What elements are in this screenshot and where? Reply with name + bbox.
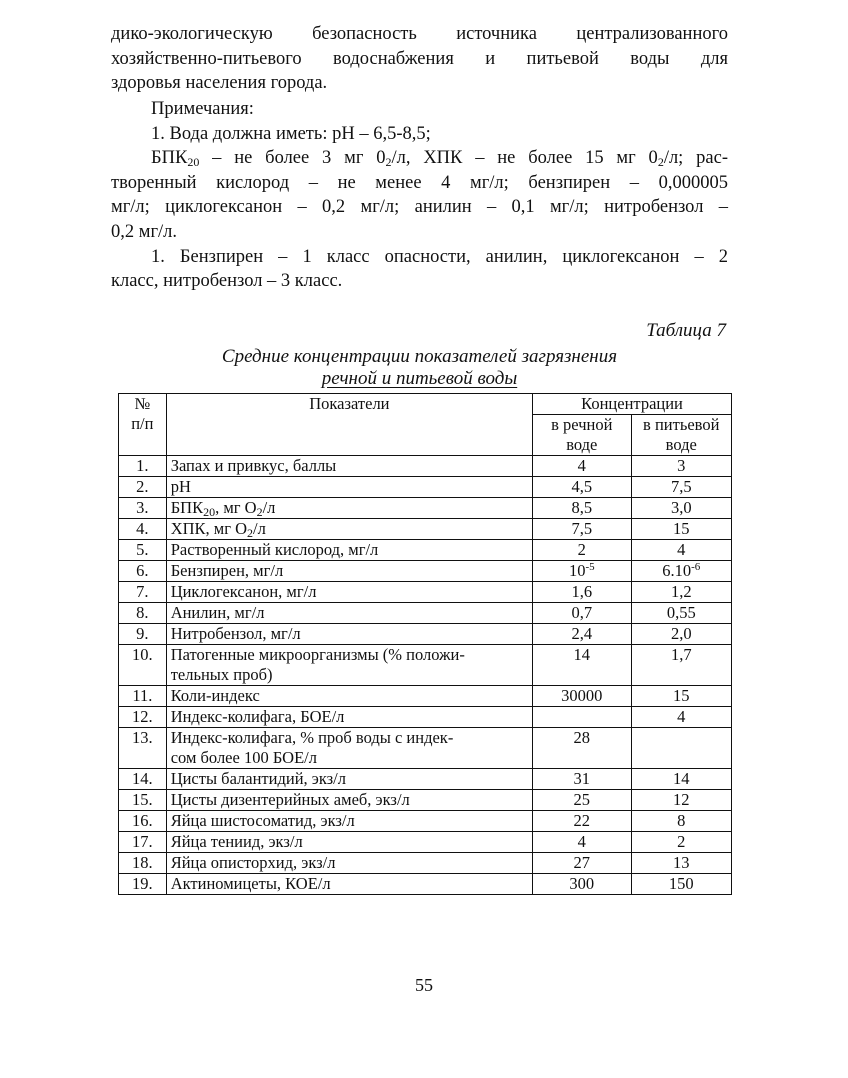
table-row (119, 874, 732, 895)
value-exponent: -6 (691, 561, 701, 573)
row-river: 1,6 (533, 582, 631, 603)
row-number: 16. (119, 811, 167, 832)
notes-item-1: 1. Вода должна иметь: pH – 6,5-8,5; (151, 123, 431, 144)
row-indicator: Циклогексанон, мг/л (166, 582, 532, 603)
row-drinking (631, 728, 732, 769)
row-number: 13. (119, 728, 167, 769)
table-row (119, 853, 732, 874)
row-drinking: 7,5 (631, 477, 732, 498)
row-indicator: Индекс-колифага, БОЕ/л (166, 707, 532, 728)
row-indicator: Цисты дизентерийных амеб, экз/л (166, 790, 532, 811)
row-river (533, 707, 631, 728)
row-indicator: Нитробензол, мг/л (166, 624, 532, 645)
row-number: 18. (119, 853, 167, 874)
row-indicator-line-2: сом более 100 БОЕ/л (170, 748, 317, 767)
notes-line-d: 0,2 мг/л. (111, 221, 178, 242)
row-river: 22 (533, 811, 631, 832)
o2-subscript: 2 (256, 505, 263, 519)
hpk-text: /л, ХПК – не более 15 мг 0 (391, 148, 658, 169)
row-river: 7,5 (533, 519, 631, 540)
row-drinking (631, 561, 732, 582)
table-row (119, 456, 732, 477)
row-drinking: 0,55 (631, 603, 732, 624)
table-row (119, 790, 732, 811)
row-indicator (166, 498, 532, 519)
unit-suffix: /л (253, 519, 266, 538)
row-river: 2 (533, 540, 631, 561)
row-drinking: 15 (631, 686, 732, 707)
row-number: 19. (119, 874, 167, 895)
row-river: 4 (533, 832, 631, 853)
unit-text: , мг О (215, 498, 257, 517)
row-drinking: 150 (631, 874, 732, 895)
intro-line-1: дико-экологическую безопасность источника централизованного (111, 24, 728, 44)
table-title (111, 346, 728, 390)
row-indicator: Яйца описторхид, экз/л (166, 853, 532, 874)
header-number-pp: п/п (131, 414, 154, 433)
row-river: 25 (533, 790, 631, 811)
row-drinking: 4 (631, 540, 732, 561)
row-indicator: pH (166, 477, 532, 498)
row-number: 3. (119, 498, 167, 519)
row-river: 14 (533, 645, 631, 686)
header-river: в речной воде (533, 415, 631, 456)
value-base: 10 (568, 561, 586, 580)
row-indicator: Запах и привкус, баллы (166, 456, 532, 477)
row-drinking: 14 (631, 769, 732, 790)
table-row (119, 624, 732, 645)
row-river: 2,4 (533, 624, 631, 645)
row-number: 7. (119, 582, 167, 603)
row-indicator: Бензпирен, мг/л (166, 561, 532, 582)
table-title-line-2: речной и питьевой воды (321, 368, 518, 389)
unit-suffix: /л (262, 498, 276, 517)
page-number: 55 (415, 975, 433, 995)
row-number: 17. (119, 832, 167, 853)
table-row (119, 707, 732, 728)
row-drinking: 15 (631, 519, 732, 540)
value-base: 6.10 (662, 561, 692, 580)
header-number (119, 394, 167, 456)
bpk-label: БПК (151, 148, 188, 169)
notes-item-2a: 1. Бензпирен – 1 класс опасности, анилин, циклогексанон – 2 (151, 246, 728, 267)
header-indicator: Показатели (166, 394, 532, 456)
row-drinking: 3 (631, 456, 732, 477)
notes-bpk-line (111, 146, 728, 171)
table-row (119, 645, 732, 686)
notes-section (111, 97, 728, 294)
row-indicator (166, 519, 532, 540)
row-indicator-line-1: Патогенные микроорганизмы (% положи- (170, 645, 465, 664)
value-exponent: -5 (585, 561, 595, 573)
row-drinking: 13 (631, 853, 732, 874)
row-number: 14. (119, 769, 167, 790)
row-drinking: 1,2 (631, 582, 732, 603)
row-drinking: 2,0 (631, 624, 732, 645)
row-number: 4. (119, 519, 167, 540)
notes-line-b: творенный кислород – не менее 4 мг/л; бензпирен – 0,000005 (111, 172, 728, 193)
o2-subscript-b: 2 (657, 155, 664, 170)
row-river (533, 561, 631, 582)
table-row (119, 832, 732, 853)
table-row (119, 686, 732, 707)
row-indicator: Яйца тениид, экз/л (166, 832, 532, 853)
o2-subscript: 2 (385, 155, 392, 170)
notes-line-c: мг/л; циклогексанон – 0,2 мг/л; анилин – 0,1 мг/л; нитробензол – (111, 197, 728, 218)
table-row (119, 519, 732, 540)
row-river: 4,5 (533, 477, 631, 498)
row-indicator (166, 728, 532, 769)
intro-line-2: хозяйственно-питьевого водоснабжения и питьевой воды для (111, 48, 728, 69)
row-number: 6. (119, 561, 167, 582)
row-drinking: 3,0 (631, 498, 732, 519)
row-number: 15. (119, 790, 167, 811)
table-row (119, 603, 732, 624)
row-number: 10. (119, 645, 167, 686)
table-row (119, 477, 732, 498)
row-indicator: Актиномицеты, КОЕ/л (166, 874, 532, 895)
row-number: 8. (119, 603, 167, 624)
intro-paragraph (111, 22, 728, 96)
row-river: 0,7 (533, 603, 631, 624)
row-number: 9. (119, 624, 167, 645)
row-river: 27 (533, 853, 631, 874)
header-number-sign: № (134, 394, 151, 413)
row-number: 5. (119, 540, 167, 561)
row-number: 2. (119, 477, 167, 498)
row-indicator-line-1: Индекс-колифага, % проб воды с индек- (170, 728, 454, 747)
o2-subscript: 2 (247, 526, 254, 540)
table-row (119, 769, 732, 790)
bpk-text: – не более 3 мг 0 (199, 148, 386, 169)
row-indicator: Коли-индекс (166, 686, 532, 707)
table-title-line-1: Средние концентрации показателей загрязнения (221, 346, 618, 367)
intro-line-3: здоровья населения города. (111, 73, 328, 94)
table-row (119, 561, 732, 582)
table-row (119, 540, 732, 561)
table-row (119, 728, 732, 769)
row-drinking: 2 (631, 832, 732, 853)
concentration-table (118, 393, 732, 895)
row-number: 11. (119, 686, 167, 707)
row-number: 12. (119, 707, 167, 728)
table-row (119, 811, 732, 832)
row-river: 4 (533, 456, 631, 477)
hpk-label: ХПК, мг О (170, 519, 248, 538)
row-river: 28 (533, 728, 631, 769)
row-number: 1. (119, 456, 167, 477)
row-drinking: 8 (631, 811, 732, 832)
row-drinking: 4 (631, 707, 732, 728)
notes-item-2b: класс, нитробензол – 3 класс. (111, 271, 343, 292)
bpk-label: БПК (170, 498, 204, 517)
bpk-subscript: 20 (187, 155, 200, 170)
row-river: 300 (533, 874, 631, 895)
bpk-subscript: 20 (203, 505, 216, 519)
header-concentrations: Концентрации (533, 394, 732, 415)
row-river: 8,5 (533, 498, 631, 519)
row-indicator: Цисты балантидий, экз/л (166, 769, 532, 790)
row-indicator: Яйца шистосоматид, экз/л (166, 811, 532, 832)
row-drinking: 1,7 (631, 645, 732, 686)
row-indicator (166, 645, 532, 686)
table-row (119, 582, 732, 603)
table-label: Таблица 7 (646, 320, 726, 341)
row-indicator-line-2: тельных проб) (170, 665, 273, 684)
header-drinking: в питьевой воде (631, 415, 732, 456)
table-row (119, 498, 732, 519)
row-indicator: Растворенный кислород, мг/л (166, 540, 532, 561)
row-river: 31 (533, 769, 631, 790)
row-drinking: 12 (631, 790, 732, 811)
row-indicator: Анилин, мг/л (166, 603, 532, 624)
row-river: 30000 (533, 686, 631, 707)
notes-rest: /л; рас- (663, 148, 728, 169)
notes-title: Примечания: (151, 99, 254, 119)
